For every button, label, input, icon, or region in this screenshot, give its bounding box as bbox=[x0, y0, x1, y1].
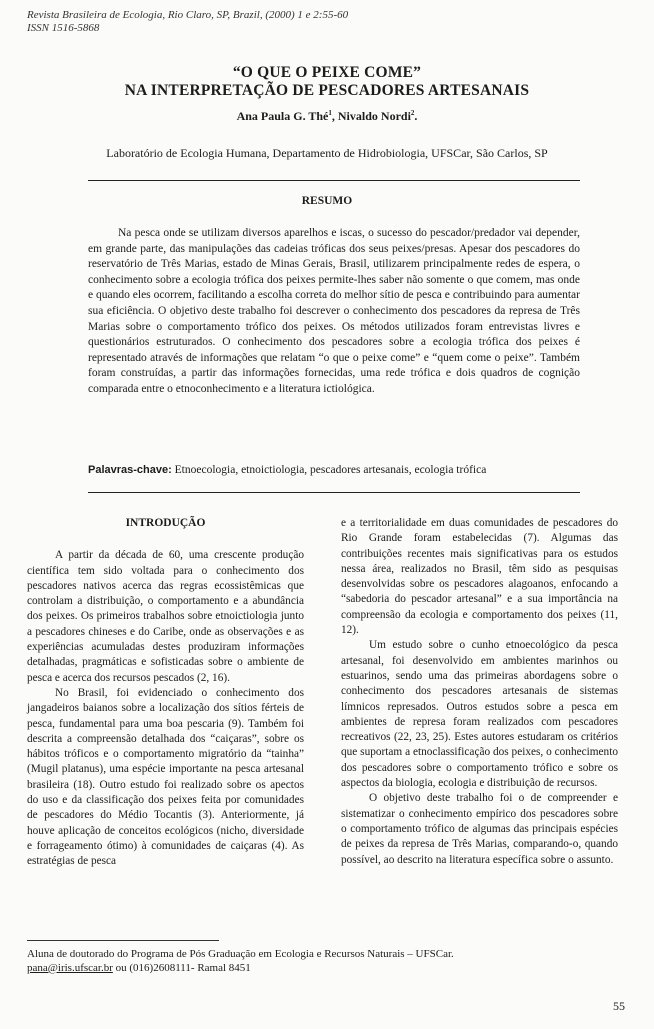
author-list bbox=[0, 109, 654, 124]
article-title bbox=[0, 64, 654, 100]
author-superscript: 1 bbox=[328, 109, 332, 117]
divider-top bbox=[88, 180, 580, 181]
footnote-contact bbox=[27, 962, 627, 976]
introduction-heading: INTRODUÇÃO bbox=[125, 517, 206, 529]
divider-bottom bbox=[88, 492, 580, 493]
footnote-affiliation: Aluna de doutorado do Programa de Pós Graduação em Ecologia e Recursos Naturais – UFSCar. bbox=[27, 948, 454, 960]
author-name: Nivaldo Nordi bbox=[337, 109, 411, 123]
paragraph-continued: e a territorialidade em duas comunidades de pescadores do Rio Grande foram estabelecidas (7). Algumas das contribuições recentes mais significativas para os estudos nessa área, realizados no Brasil, têm sido as pesquisas desenvolvidas sobre os pescadores alagoanos, enfocando a “sabedoria do pescador artesanal” e a sua importância na compreensão da ecologia e comportamento dos peixes (11, 12). bbox=[341, 517, 618, 637]
paragraph: No Brasil, foi evidenciado o conhecimento dos jangadeiros baianos sobre a localização dos sítios férteis de pesca, fundamental para uma boa pescaria (9). Também foi descrita a compreensão detalhada dos “caiçaras”, sobre os hábitos tróficos e o comportamento migratório da “tainha” (Mugil platanus), uma espécie importante na pesca artesanal brasileira (18). Outro estudo foi realizado sobre os apectos do uso e da classificação dos peixes feita por comunidades de pescadores do Médio Tocantis (3). Anteriormente, já houve aplicação de conceitos ecológicos (nicho, diversidade e forrageamento ótimo) à comunidades de caiçaras (4). As estratégias de pesca bbox=[27, 686, 304, 868]
journal-issn: ISSN 1516-5868 bbox=[27, 22, 100, 34]
column-right bbox=[341, 516, 618, 868]
keywords-label: Palavras-chave: bbox=[88, 464, 172, 476]
journal-citation: Revista Brasileira de Ecologia, Rio Claro, SP, Brazil, (2000) 1 e 2:55-60 bbox=[27, 9, 349, 21]
author-name: Ana Paula G. Thé bbox=[236, 109, 329, 123]
abstract-text: Na pesca onde se utilizam diversos aparelhos e iscas, o sucesso do pescador/predador vai depender, em grande parte, das manipulações das cadeias tróficas dos seus peixes/presas. Apesar dos pescadores do reservatório de Três Marias, estado de Minas Gerais, Brasil, utilizarem principalmente redes de espera, o conhecimento sobre a ecologia trófica dos peixes permite-lhes saber não somente o que comem, mas onde e quando eles ocorrem, facilitando a escolha correta do melhor sítio de pesca e contribuindo para aumentar sua eficiência. O objetivo deste trabalho foi descrever o conhecimento dos pescadores da represa de Três Marias sobre o comportamento trófico dos peixes. Os métodos utilizados foram entrevistas livres e questionários estruturados. O conhecimento dos pescadores sobre a ecologia trófica dos peixes é representado através de informações que relatam “o que o peixe come” e “quem come o peixe”. Também foram construídas, a partir das informações fornecidas, uma rede trófica e dois quadros de cognição comparada entre o etnoconhecimento e a literatura ictiológica. bbox=[88, 227, 580, 395]
author-separator: , bbox=[331, 109, 338, 123]
footnote bbox=[27, 948, 627, 975]
author-end: . bbox=[414, 109, 418, 123]
keywords-text: Etnoecologia, etnoictiologia, pescadores artesanais, ecologia trófica bbox=[174, 464, 487, 476]
title-line-1: “O QUE O PEIXE COME” bbox=[232, 64, 422, 81]
column-left bbox=[27, 516, 304, 870]
page-number: 55 bbox=[613, 999, 625, 1013]
paragraph: A partir da década de 60, uma crescente produção científica tem sido voltada para o conhecimento dos pescadores nativos acerca das regras ecossistêmicas que controlam a distribuição, o comportamento e a abundância dos peixes. Os primeiros trabalhos sobre etnoictiologia junto a pescadores chineses e do Caribe, onde as observações e as experiências acumuladas destes produziram informações detalhadas, pragmáticas e sofisticadas sobre o ambiente de pesca e acerca dos recursos pescados (2, 16). bbox=[27, 549, 304, 684]
journal-header bbox=[27, 9, 348, 35]
title-line-2: NA INTERPRETAÇÃO DE PESCADORES ARTESANAIS bbox=[124, 82, 530, 99]
keywords bbox=[88, 463, 580, 478]
footnote-divider bbox=[27, 940, 219, 941]
author-superscript: 2 bbox=[410, 109, 415, 117]
email-link[interactable]: pana@iris.ufscar.br bbox=[27, 961, 113, 974]
paragraph: Um estudo sobre o cunho etnoecológico da pesca artesanal, foi desenvolvido em ambientes marinhos ou estuarinos, sendo uma das primeiras abordagens sobre o conhecimento dos pescadores artesanais de sistemas límnicos represados. Outros estudos sobre a pesca em ambientes de represa foram realizados com pescadores recreativos (22, 23, 25). Estes autores estudaram os critérios que suportam a etnoclassificação dos peixes, o conhecimento dos pescadores sobre o comportamento trófico e sobre os aspectos da biologia, ecologia e distribuição de recursos. bbox=[341, 639, 618, 790]
affiliation: Laboratório de Ecologia Humana, Departamento de Hidrobiologia, UFSCar, São Carlos, SP bbox=[106, 146, 548, 160]
paragraph: O objetivo deste trabalho foi o de compreender e sistematizar o conhecimento empírico dos pescadores sobre o comportamento trófico de algumas das principais espécies de peixes da represa de Três Marias, comparando-o, quando possível, ao descrito na literatura específica sobre o assunto. bbox=[341, 792, 618, 866]
phone-text: ou (016)2608111- Ramal 8451 bbox=[112, 961, 251, 974]
abstract-heading: RESUMO bbox=[301, 195, 353, 207]
